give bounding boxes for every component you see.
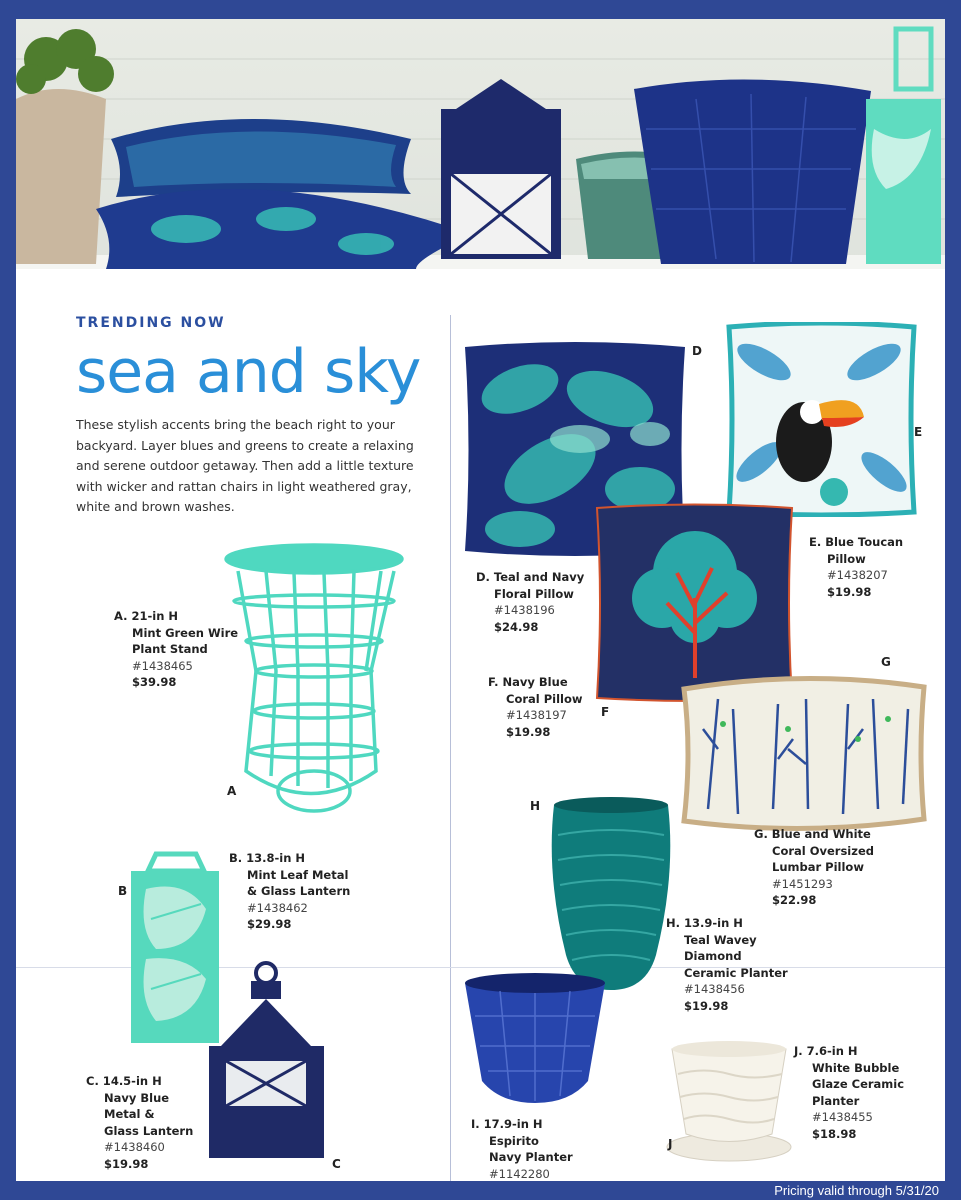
product-b	[229, 850, 350, 933]
product-j-name-3: Planter	[812, 1093, 860, 1108]
product-c-name-2: Metal &	[104, 1107, 155, 1121]
product-a-sku: #1438465	[132, 658, 193, 673]
navy-lantern-image	[201, 961, 331, 1161]
product-b-name-2: & Glass Lantern	[247, 884, 351, 898]
product-g-name-2: Lumbar Pillow	[772, 860, 864, 874]
product-d-sku: #1438196	[494, 603, 555, 617]
product-i-name-1: Espirito	[489, 1133, 539, 1148]
product-d-size: D. Teal and Navy	[476, 570, 585, 584]
product-c	[86, 1073, 193, 1172]
item-letter-j: J	[668, 1137, 673, 1151]
product-g-sku: #1451293	[772, 876, 833, 891]
column-divider	[450, 315, 451, 1181]
product-h-price: $19.98	[684, 998, 729, 1013]
hero-photo	[16, 19, 945, 269]
product-h	[666, 915, 788, 1014]
product-j-name-1: White Bubble	[812, 1060, 900, 1075]
product-d-price: $24.98	[494, 619, 539, 634]
product-c-size: C. 14.5-in H	[86, 1074, 162, 1088]
catalog-page	[16, 19, 945, 1181]
product-h-name-1: Teal Wavey	[684, 932, 757, 947]
product-c-sku: #1438460	[104, 1140, 165, 1154]
product-a-name-1: Mint Green Wire	[132, 625, 239, 640]
product-f-size: F. Navy Blue	[488, 675, 568, 689]
product-f-name-1: Coral Pillow	[506, 691, 583, 706]
product-j-size: J. 7.6-in H	[794, 1044, 858, 1058]
product-e-size: E. Blue Toucan	[809, 535, 904, 549]
product-j	[794, 1043, 904, 1142]
product-i-sku: #1142280	[489, 1166, 550, 1181]
product-g	[754, 826, 874, 909]
product-h-sku: #1438456	[684, 982, 745, 996]
product-g-price: $22.98	[772, 893, 817, 907]
product-a-name-2: Plant Stand	[132, 642, 208, 656]
product-b-price: $29.98	[247, 917, 292, 931]
product-a-price: $39.98	[132, 675, 177, 689]
product-a-size: A. 21-in H	[114, 609, 179, 623]
item-letter-c: C	[332, 1157, 341, 1171]
item-letter-f: F	[601, 705, 610, 719]
product-c-name-3: Glass Lantern	[104, 1123, 194, 1138]
section-kicker: TRENDING NOW	[76, 315, 226, 331]
product-f	[488, 674, 583, 740]
product-g-name-1: Coral Oversized	[772, 843, 874, 858]
item-letter-b: B	[118, 884, 128, 898]
product-d-name-1: Floral Pillow	[494, 586, 574, 601]
product-j-price: $18.98	[812, 1126, 857, 1141]
product-j-name-2: Glaze Ceramic	[812, 1077, 905, 1091]
product-b-name-1: Mint Leaf Metal	[247, 867, 349, 882]
section-title: sea and sky	[76, 337, 421, 407]
product-i	[471, 1116, 573, 1181]
pricing-footer: Pricing valid through 5/31/20	[774, 1183, 939, 1198]
intro-paragraph: These stylish accents bring the beach right to your backyard. Layer blues and greens to create a relaxing and serene outdoor getaway. Then add a little texture with wicker and rattan chairs in light weathered gray, white and brown washes.	[76, 417, 414, 514]
wire-plant-stand-image	[216, 541, 416, 821]
item-letter-a: A	[227, 784, 237, 798]
product-e-name-1: Pillow	[827, 551, 866, 566]
product-h-name-2: Diamond	[684, 949, 742, 963]
product-f-sku: #1438197	[506, 708, 567, 722]
product-j-sku: #1438455	[812, 1110, 873, 1124]
product-f-price: $19.98	[506, 724, 551, 739]
product-e-sku: #1438207	[827, 568, 888, 582]
product-c-price: $19.98	[104, 1156, 149, 1171]
product-e-price: $19.98	[827, 584, 872, 599]
product-h-size: H. 13.9-in H	[666, 916, 743, 930]
product-g-size: G. Blue and White	[754, 827, 871, 841]
teal-planter-image	[546, 795, 676, 995]
product-i-name-2: Navy Planter	[489, 1150, 573, 1164]
product-b-size: B. 13.8-in H	[229, 851, 306, 865]
product-c-name-1: Navy Blue	[104, 1090, 170, 1105]
lumbar-pillow-image	[678, 669, 930, 837]
toucan-pillow-image	[724, 322, 919, 517]
navy-planter-image	[460, 971, 610, 1106]
item-letter-d: D	[692, 344, 702, 358]
product-h-name-3: Ceramic Planter	[684, 965, 788, 980]
product-a	[114, 608, 238, 691]
product-e	[809, 534, 903, 600]
product-i-size: I. 17.9-in H	[471, 1117, 543, 1131]
white-planter-image	[664, 1039, 794, 1164]
item-letter-e: E	[914, 425, 923, 439]
item-letter-h: H	[530, 799, 541, 813]
item-letter-g: G	[881, 655, 891, 669]
product-b-sku: #1438462	[247, 900, 308, 915]
product-d	[476, 569, 584, 635]
